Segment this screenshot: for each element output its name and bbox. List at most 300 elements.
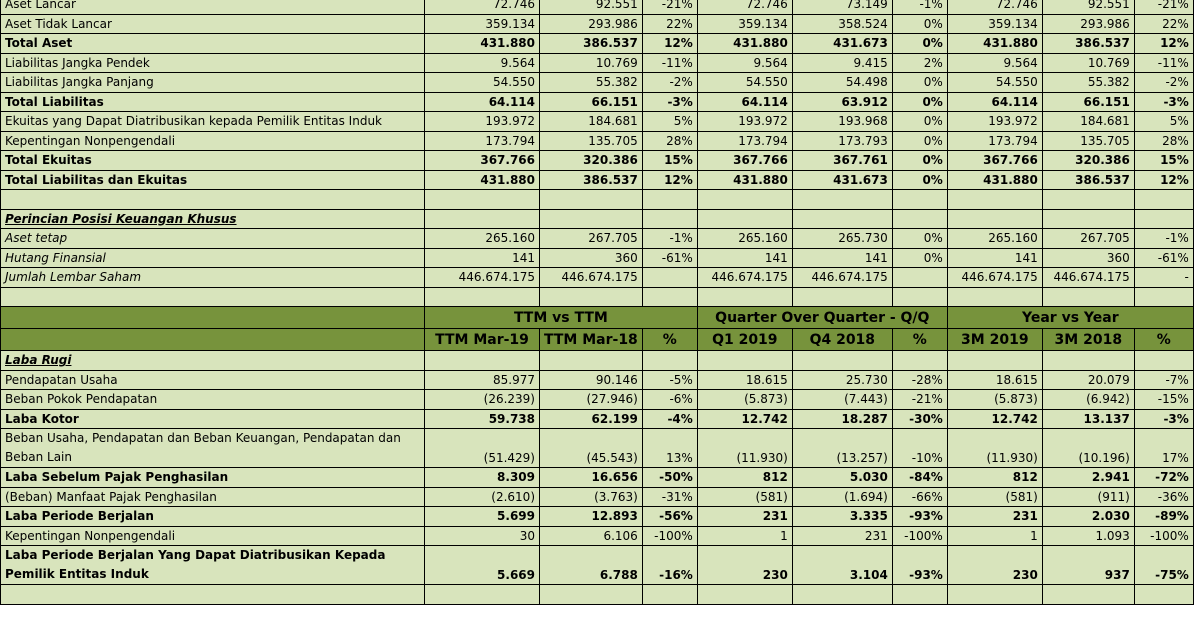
value-cell[interactable]: 18.615 <box>947 370 1042 390</box>
value-cell[interactable]: 386.537 <box>540 170 643 190</box>
value-cell[interactable]: 62.199 <box>540 409 643 429</box>
value-cell[interactable]: 20.079 <box>1042 370 1134 390</box>
value-cell[interactable]: 431.673 <box>792 34 892 54</box>
value-cell[interactable]: 2.030 <box>1042 507 1134 527</box>
value-cell[interactable]: -28% <box>892 370 947 390</box>
value-cell[interactable]: 431.880 <box>425 170 540 190</box>
value-cell[interactable]: 2.941 <box>1042 468 1134 488</box>
value-cell[interactable]: 173.794 <box>425 131 540 151</box>
value-cell[interactable] <box>540 209 643 229</box>
col-ttm-mar-18[interactable]: TTM Mar-18 <box>540 329 643 351</box>
value-cell[interactable]: 0% <box>892 73 947 93</box>
value-cell[interactable]: 367.766 <box>425 151 540 171</box>
row-label[interactable]: Laba Sebelum Pajak Penghasilan <box>1 468 425 488</box>
value-cell[interactable]: -3% <box>1134 409 1193 429</box>
row-label[interactable]: Hutang Finansial <box>1 248 425 268</box>
col-qoq-pct[interactable]: % <box>892 329 947 351</box>
value-cell[interactable] <box>892 209 947 229</box>
value-cell[interactable]: -15% <box>1134 390 1193 410</box>
value-cell[interactable]: 230 <box>947 546 1042 585</box>
col-3m-2019-selected[interactable]: 3M 2019 <box>947 329 1042 351</box>
value-cell[interactable] <box>1134 585 1193 605</box>
row-label[interactable]: (Beban) Manfaat Pajak Penghasilan <box>1 487 425 507</box>
value-cell[interactable]: 0% <box>892 151 947 171</box>
value-cell[interactable]: 141 <box>792 248 892 268</box>
value-cell[interactable]: 367.766 <box>697 151 792 171</box>
table-row <box>1 487 1194 507</box>
table-row <box>1 151 1194 171</box>
value-cell[interactable]: 431.880 <box>425 34 540 54</box>
value-cell[interactable]: 386.537 <box>540 34 643 54</box>
value-cell[interactable]: -100% <box>1134 526 1193 546</box>
value-cell[interactable]: 90.146 <box>540 370 643 390</box>
value-cell[interactable]: 92.551 <box>540 0 643 14</box>
table-row <box>1 0 1194 14</box>
value-cell[interactable] <box>425 287 540 307</box>
value-cell[interactable]: (45.543) <box>540 429 643 468</box>
value-cell[interactable]: 28% <box>642 131 697 151</box>
value-cell[interactable]: -30% <box>892 409 947 429</box>
value-cell[interactable] <box>697 209 792 229</box>
table-row <box>1 112 1194 132</box>
value-cell[interactable]: -100% <box>642 526 697 546</box>
value-cell[interactable]: (1.694) <box>792 487 892 507</box>
value-cell[interactable]: 55.382 <box>540 73 643 93</box>
value-cell[interactable]: 0% <box>892 14 947 34</box>
value-cell[interactable]: 193.972 <box>697 112 792 132</box>
value-cell[interactable]: 9.564 <box>947 53 1042 73</box>
value-cell[interactable] <box>792 209 892 229</box>
value-cell[interactable]: 25.730 <box>792 370 892 390</box>
value-cell[interactable] <box>1042 287 1134 307</box>
row-label[interactable]: Laba Kotor <box>1 409 425 429</box>
value-cell[interactable] <box>792 287 892 307</box>
value-cell[interactable]: - <box>1134 268 1193 288</box>
value-cell[interactable] <box>1042 190 1134 210</box>
value-cell[interactable]: (911) <box>1042 487 1134 507</box>
value-cell[interactable]: 812 <box>697 468 792 488</box>
row-label[interactable]: Perincian Posisi Keuangan Khusus <box>1 209 425 229</box>
value-cell[interactable]: 141 <box>697 248 792 268</box>
value-cell[interactable]: 28% <box>1134 131 1193 151</box>
value-cell[interactable]: 320.386 <box>540 151 643 171</box>
value-cell[interactable]: 0% <box>892 170 947 190</box>
value-cell[interactable]: -6% <box>642 390 697 410</box>
value-cell[interactable] <box>892 585 947 605</box>
value-cell[interactable] <box>540 190 643 210</box>
value-cell[interactable]: 0% <box>892 92 947 112</box>
value-cell[interactable]: 8.309 <box>425 468 540 488</box>
value-cell[interactable]: -1% <box>1134 229 1193 249</box>
value-cell[interactable]: 10.769 <box>1042 53 1134 73</box>
value-cell[interactable]: 265.730 <box>792 229 892 249</box>
value-cell[interactable]: 2% <box>892 53 947 73</box>
row-label[interactable] <box>1 190 425 210</box>
row-label[interactable]: Beban Pokok Pendapatan <box>1 390 425 410</box>
table-row <box>1 585 1194 605</box>
group-ttm[interactable]: TTM vs TTM <box>425 307 698 329</box>
row-label[interactable]: Laba Periode Berjalan <box>1 507 425 527</box>
value-cell[interactable]: -21% <box>892 390 947 410</box>
value-cell[interactable]: 6.788 <box>540 546 643 585</box>
value-cell[interactable] <box>697 190 792 210</box>
value-cell[interactable]: 15% <box>642 151 697 171</box>
value-cell[interactable]: 135.705 <box>540 131 643 151</box>
value-cell[interactable] <box>642 585 697 605</box>
value-cell[interactable]: 431.673 <box>792 170 892 190</box>
value-cell[interactable]: 5.669 <box>425 546 540 585</box>
table-row <box>1 131 1194 151</box>
table-row <box>1 73 1194 93</box>
value-cell[interactable]: (2.610) <box>425 487 540 507</box>
value-cell[interactable]: 73.149 <box>792 0 892 14</box>
col-ttm-mar-19[interactable]: TTM Mar-19 <box>425 329 540 351</box>
value-cell[interactable]: 64.114 <box>425 92 540 112</box>
table-row <box>1 546 1194 585</box>
table-row <box>1 507 1194 527</box>
value-cell[interactable]: 15% <box>1134 151 1193 171</box>
value-cell[interactable] <box>792 585 892 605</box>
value-cell[interactable]: (6.942) <box>1042 390 1134 410</box>
table-header <box>1 307 1194 351</box>
value-cell[interactable]: 267.705 <box>1042 229 1134 249</box>
value-cell[interactable]: 446.674.175 <box>1042 268 1134 288</box>
table-row <box>1 92 1194 112</box>
value-cell[interactable]: 5.699 <box>425 507 540 527</box>
value-cell[interactable]: 12.742 <box>697 409 792 429</box>
value-cell[interactable]: 22% <box>642 14 697 34</box>
value-cell[interactable]: 230 <box>697 546 792 585</box>
value-cell[interactable] <box>892 190 947 210</box>
value-cell[interactable]: -3% <box>642 92 697 112</box>
value-cell[interactable]: 0% <box>892 248 947 268</box>
value-cell[interactable]: 0% <box>892 34 947 54</box>
value-cell[interactable]: -75% <box>1134 546 1193 585</box>
value-cell[interactable]: 5% <box>1134 112 1193 132</box>
value-cell[interactable] <box>947 209 1042 229</box>
value-cell[interactable]: 5.030 <box>792 468 892 488</box>
value-cell[interactable] <box>540 351 643 371</box>
value-cell[interactable]: 12% <box>642 170 697 190</box>
value-cell[interactable] <box>892 268 947 288</box>
value-cell[interactable] <box>792 351 892 371</box>
value-cell[interactable]: 359.134 <box>947 14 1042 34</box>
value-cell[interactable] <box>1042 209 1134 229</box>
value-cell[interactable]: 265.160 <box>947 229 1042 249</box>
value-cell[interactable]: 54.498 <box>792 73 892 93</box>
value-cell[interactable]: 173.794 <box>947 131 1042 151</box>
value-cell[interactable]: 6.106 <box>540 526 643 546</box>
value-cell[interactable]: -11% <box>642 53 697 73</box>
value-cell[interactable]: 0% <box>892 229 947 249</box>
value-cell[interactable]: 12.893 <box>540 507 643 527</box>
value-cell[interactable]: 431.880 <box>947 34 1042 54</box>
table-row <box>1 268 1194 288</box>
value-cell[interactable]: 1 <box>947 526 1042 546</box>
value-cell[interactable] <box>947 287 1042 307</box>
value-cell[interactable]: 54.550 <box>425 73 540 93</box>
value-cell[interactable]: 12% <box>642 34 697 54</box>
col-yoy-pct[interactable]: % <box>1134 329 1193 351</box>
row-label[interactable] <box>1 287 425 307</box>
header-blank-cell <box>1 307 425 329</box>
value-cell[interactable]: 231 <box>947 507 1042 527</box>
value-cell[interactable]: 193.972 <box>947 112 1042 132</box>
value-cell[interactable] <box>642 190 697 210</box>
value-cell[interactable] <box>425 190 540 210</box>
value-cell[interactable]: -2% <box>1134 73 1193 93</box>
value-cell[interactable]: 193.968 <box>792 112 892 132</box>
table-row <box>1 429 1194 468</box>
value-cell[interactable]: 12% <box>1134 34 1193 54</box>
row-label[interactable]: Jumlah Lembar Saham <box>1 268 425 288</box>
value-cell[interactable] <box>1134 351 1193 371</box>
value-cell[interactable]: 64.114 <box>697 92 792 112</box>
value-cell[interactable]: -5% <box>642 370 697 390</box>
value-cell[interactable]: 173.793 <box>792 131 892 151</box>
value-cell[interactable]: -50% <box>642 468 697 488</box>
value-cell[interactable]: -31% <box>642 487 697 507</box>
row-label[interactable]: Total Aset <box>1 34 425 54</box>
value-cell[interactable]: 431.880 <box>947 170 1042 190</box>
value-cell[interactable]: (581) <box>697 487 792 507</box>
value-cell[interactable]: -61% <box>1134 248 1193 268</box>
value-cell[interactable]: (13.257) <box>792 429 892 468</box>
value-cell[interactable]: 66.151 <box>1042 92 1134 112</box>
value-cell[interactable]: 9.564 <box>425 53 540 73</box>
table-row <box>1 14 1194 34</box>
value-cell[interactable]: (3.763) <box>540 487 643 507</box>
value-cell[interactable] <box>892 287 947 307</box>
row-label[interactable]: Aset tetap <box>1 229 425 249</box>
value-cell[interactable]: 66.151 <box>540 92 643 112</box>
value-cell[interactable]: 184.681 <box>540 112 643 132</box>
value-cell[interactable]: 320.386 <box>1042 151 1134 171</box>
value-cell[interactable]: 55.382 <box>1042 73 1134 93</box>
value-cell[interactable]: -2% <box>642 73 697 93</box>
value-cell[interactable]: -21% <box>1134 0 1193 14</box>
value-cell[interactable]: 267.705 <box>540 229 643 249</box>
table-row <box>1 468 1194 488</box>
value-cell[interactable]: -11% <box>1134 53 1193 73</box>
value-cell[interactable]: -93% <box>892 507 947 527</box>
value-cell[interactable]: (10.196) <box>1042 429 1134 468</box>
value-cell[interactable]: (27.946) <box>540 390 643 410</box>
value-cell[interactable]: 5% <box>642 112 697 132</box>
value-cell[interactable] <box>1134 190 1193 210</box>
value-cell[interactable]: 63.912 <box>792 92 892 112</box>
header-blank-cell <box>1 329 425 351</box>
row-label[interactable]: Liabilitas Jangka Pendek <box>1 53 425 73</box>
col-q4-2018[interactable]: Q4 2018 <box>792 329 892 351</box>
value-cell[interactable] <box>947 351 1042 371</box>
value-cell[interactable]: (5.873) <box>697 390 792 410</box>
value-cell[interactable]: -1% <box>892 0 947 14</box>
value-cell[interactable]: 18.287 <box>792 409 892 429</box>
value-cell[interactable] <box>642 209 697 229</box>
value-cell[interactable]: -4% <box>642 409 697 429</box>
value-cell[interactable]: 367.761 <box>792 151 892 171</box>
value-cell[interactable]: (51.429) <box>425 429 540 468</box>
value-cell[interactable]: 367.766 <box>947 151 1042 171</box>
value-cell[interactable]: -56% <box>642 507 697 527</box>
value-cell[interactable]: (11.930) <box>947 429 1042 468</box>
row-label[interactable]: Ekuitas yang Dapat Diatribusikan kepada Pemilik Entitas Induk <box>1 112 425 132</box>
row-label[interactable]: Kepentingan Nonpengendali <box>1 131 425 151</box>
value-cell[interactable] <box>642 268 697 288</box>
value-cell[interactable]: 231 <box>697 507 792 527</box>
value-cell[interactable]: 9.415 <box>792 53 892 73</box>
value-cell[interactable]: 3.104 <box>792 546 892 585</box>
value-cell[interactable] <box>892 351 947 371</box>
value-cell[interactable]: 446.674.175 <box>425 268 540 288</box>
value-cell[interactable]: -61% <box>642 248 697 268</box>
value-cell[interactable]: 184.681 <box>1042 112 1134 132</box>
col-3m-2018[interactable]: 3M 2018 <box>1042 329 1134 351</box>
row-label[interactable]: Kepentingan Nonpengendali <box>1 526 425 546</box>
value-cell[interactable]: 141 <box>425 248 540 268</box>
value-cell[interactable]: -21% <box>642 0 697 14</box>
value-cell[interactable]: 22% <box>1134 14 1193 34</box>
value-cell[interactable]: 265.160 <box>697 229 792 249</box>
value-cell[interactable]: 386.537 <box>1042 34 1134 54</box>
value-cell[interactable] <box>425 585 540 605</box>
value-cell[interactable]: 135.705 <box>1042 131 1134 151</box>
row-label[interactable]: Laba Periode Berjalan Yang Dapat Diatribusikan Kepada Pemilik Entitas Induk <box>1 546 425 585</box>
value-cell[interactable]: 937 <box>1042 546 1134 585</box>
value-cell[interactable]: -66% <box>892 487 947 507</box>
value-cell[interactable] <box>540 585 643 605</box>
value-cell[interactable]: -16% <box>642 546 697 585</box>
value-cell[interactable] <box>947 190 1042 210</box>
group-yoy[interactable]: Year vs Year <box>947 307 1193 329</box>
value-cell[interactable]: 0% <box>892 112 947 132</box>
value-cell[interactable]: 293.986 <box>540 14 643 34</box>
value-cell[interactable]: 812 <box>947 468 1042 488</box>
value-cell[interactable]: 360 <box>540 248 643 268</box>
value-cell[interactable]: -89% <box>1134 507 1193 527</box>
row-label[interactable]: Laba Rugi <box>1 351 425 371</box>
value-cell[interactable]: 3.335 <box>792 507 892 527</box>
value-cell[interactable]: -7% <box>1134 370 1193 390</box>
value-cell[interactable]: -1% <box>642 229 697 249</box>
value-cell[interactable] <box>425 351 540 371</box>
value-cell[interactable]: -84% <box>892 468 947 488</box>
value-cell[interactable]: 173.794 <box>697 131 792 151</box>
table-row <box>1 351 1194 371</box>
value-cell[interactable]: -93% <box>892 546 947 585</box>
value-cell[interactable]: 30 <box>425 526 540 546</box>
value-cell[interactable]: 446.674.175 <box>697 268 792 288</box>
row-label[interactable]: Beban Usaha, Pendapatan dan Beban Keuangan, Pendapatan dan Beban Lain <box>1 429 425 468</box>
value-cell[interactable]: 54.550 <box>947 73 1042 93</box>
value-cell[interactable]: 12% <box>1134 170 1193 190</box>
value-cell[interactable] <box>1042 585 1134 605</box>
value-cell[interactable]: 13.137 <box>1042 409 1134 429</box>
value-cell[interactable] <box>540 287 643 307</box>
value-cell[interactable]: 231 <box>792 526 892 546</box>
value-cell[interactable]: 9.564 <box>697 53 792 73</box>
row-label[interactable]: Total Liabilitas <box>1 92 425 112</box>
row-label[interactable]: Total Liabilitas dan Ekuitas <box>1 170 425 190</box>
value-cell[interactable]: -72% <box>1134 468 1193 488</box>
value-cell[interactable]: 358.524 <box>792 14 892 34</box>
value-cell[interactable] <box>642 287 697 307</box>
row-label[interactable]: Total Ekuitas <box>1 151 425 171</box>
col-ttm-pct[interactable]: % <box>642 329 697 351</box>
value-cell[interactable]: -10% <box>892 429 947 468</box>
value-cell[interactable]: 1.093 <box>1042 526 1134 546</box>
value-cell[interactable]: 12.742 <box>947 409 1042 429</box>
value-cell[interactable]: (5.873) <box>947 390 1042 410</box>
value-cell[interactable]: 18.615 <box>697 370 792 390</box>
value-cell[interactable] <box>697 585 792 605</box>
value-cell[interactable]: 431.880 <box>697 34 792 54</box>
value-cell[interactable]: 1 <box>697 526 792 546</box>
value-cell[interactable]: 360 <box>1042 248 1134 268</box>
value-cell[interactable] <box>1134 287 1193 307</box>
value-cell[interactable]: 293.986 <box>1042 14 1134 34</box>
value-cell[interactable]: 141 <box>947 248 1042 268</box>
value-cell[interactable]: 64.114 <box>947 92 1042 112</box>
value-cell[interactable]: (11.930) <box>697 429 792 468</box>
value-cell[interactable]: 0% <box>892 131 947 151</box>
value-cell[interactable] <box>697 287 792 307</box>
value-cell[interactable]: (7.443) <box>792 390 892 410</box>
value-cell[interactable]: 59.738 <box>425 409 540 429</box>
value-cell[interactable]: 92.551 <box>1042 0 1134 14</box>
group-qoq[interactable]: Quarter Over Quarter - Q/Q <box>697 307 947 329</box>
value-cell[interactable]: (26.239) <box>425 390 540 410</box>
value-cell[interactable]: 16.656 <box>540 468 643 488</box>
value-cell[interactable] <box>642 351 697 371</box>
value-cell[interactable]: 72.746 <box>425 0 540 14</box>
value-cell[interactable]: 446.674.175 <box>947 268 1042 288</box>
value-cell[interactable]: 359.134 <box>425 14 540 34</box>
value-cell[interactable] <box>947 585 1042 605</box>
col-q1-2019[interactable]: Q1 2019 <box>697 329 792 351</box>
value-cell[interactable]: 54.550 <box>697 73 792 93</box>
value-cell[interactable]: 85.977 <box>425 370 540 390</box>
value-cell[interactable]: 265.160 <box>425 229 540 249</box>
row-label[interactable] <box>1 585 425 605</box>
value-cell[interactable] <box>425 209 540 229</box>
row-label[interactable]: Aset Tidak Lancar <box>1 14 425 34</box>
value-cell[interactable]: (581) <box>947 487 1042 507</box>
value-cell[interactable]: 446.674.175 <box>540 268 643 288</box>
value-cell[interactable] <box>1134 209 1193 229</box>
value-cell[interactable]: 13% <box>642 429 697 468</box>
value-cell[interactable] <box>697 351 792 371</box>
value-cell[interactable]: 386.537 <box>1042 170 1134 190</box>
value-cell[interactable] <box>792 190 892 210</box>
value-cell[interactable]: -36% <box>1134 487 1193 507</box>
value-cell[interactable]: 17% <box>1134 429 1193 468</box>
value-cell[interactable] <box>1042 351 1134 371</box>
value-cell[interactable]: 359.134 <box>697 14 792 34</box>
value-cell[interactable]: -3% <box>1134 92 1193 112</box>
value-cell[interactable]: 193.972 <box>425 112 540 132</box>
value-cell[interactable]: 431.880 <box>697 170 792 190</box>
row-label[interactable]: Pendapatan Usaha <box>1 370 425 390</box>
value-cell[interactable]: 10.769 <box>540 53 643 73</box>
value-cell[interactable]: -100% <box>892 526 947 546</box>
value-cell[interactable]: 72.746 <box>697 0 792 14</box>
row-label[interactable]: Liabilitas Jangka Panjang <box>1 73 425 93</box>
value-cell[interactable]: 72.746 <box>947 0 1042 14</box>
value-cell[interactable]: 446.674.175 <box>792 268 892 288</box>
row-label[interactable]: Aset Lancar <box>1 0 425 14</box>
